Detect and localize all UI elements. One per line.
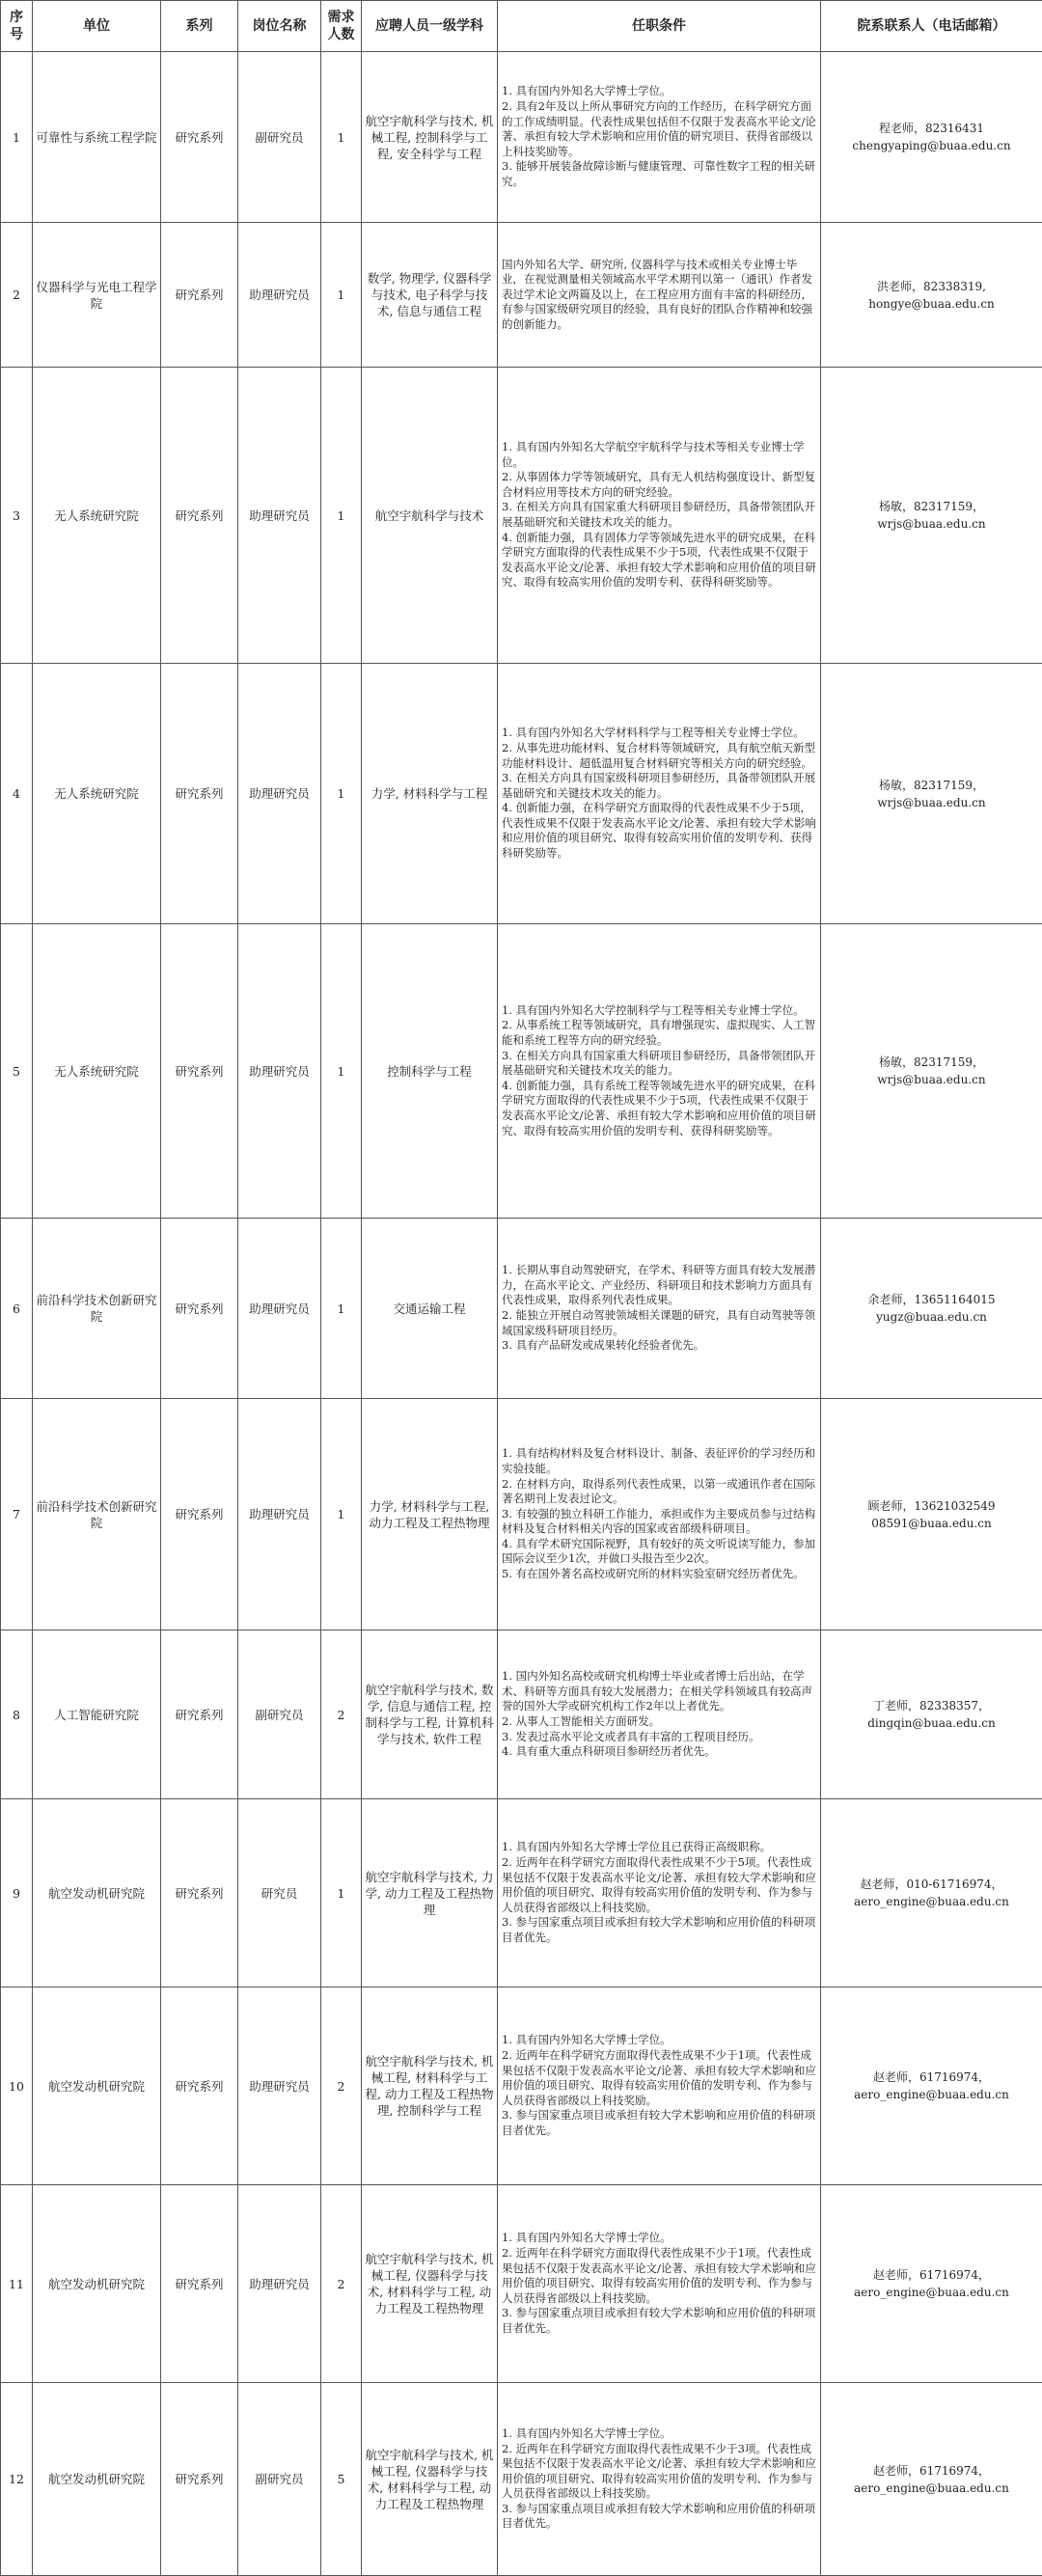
unit-cell: 航空发动机研究院 <box>33 1987 161 2185</box>
discipline-cell: 航空宇航科学与技术, 机械工程, 仪器科学与技术, 材料科学与工程, 动力工程及工程热物理 <box>362 2185 498 2383</box>
series-cell: 研究系列 <box>161 1799 238 1987</box>
contact-email: aero_engine@buaa.edu.cn <box>824 2086 1039 2103</box>
discipline-cell: 航空宇航科学与技术, 机械工程, 控制科学与工程, 安全科学与工程 <box>362 52 498 223</box>
series-cell: 研究系列 <box>161 2383 238 2576</box>
contact-cell <box>821 1987 1042 2185</box>
header-series: 系列 <box>161 1 238 52</box>
unit-cell: 仪器科学与光电工程学院 <box>33 223 161 368</box>
discipline-cell: 航空宇航科学与技术 <box>362 368 498 664</box>
series-cell: 研究系列 <box>161 368 238 664</box>
contact-cell <box>821 52 1042 223</box>
series-cell: 研究系列 <box>161 223 238 368</box>
discipline-cell: 航空宇航科学与技术, 数学, 信息与通信工程, 控制科学与工程, 计算机科学与技术, 软件工程 <box>362 1631 498 1799</box>
discipline-cell: 航空宇航科学与技术, 力学, 动力工程及工程热物理 <box>362 1799 498 1987</box>
unit-cell: 前沿科学技术创新研究院 <box>33 1399 161 1631</box>
contact-cell <box>821 1399 1042 1631</box>
contact-email: 08591@buaa.edu.cn <box>824 1515 1039 1532</box>
header-unit: 单位 <box>33 1 161 52</box>
count-cell: 2 <box>321 1631 362 1799</box>
contact-cell <box>821 664 1042 924</box>
unit-cell: 前沿科学技术创新研究院 <box>33 1219 161 1399</box>
requirements-cell: 1. 具有国内外知名大学博士学位。 2. 近两年在科学研究方面取得代表性成果不少于1项。代表性成果包括不仅限于发表高水平论文/论著、承担有较大学术影响和应用价值的项目研究、取得有较高实用价值的发明专利、作为参与人员获得省部级以上科技奖励。 3. 参与国家重点项目或承担有较大学术影响和应用价值的科研项目者优先。 <box>498 1987 821 2185</box>
contact-name: 杨敏，82317159， <box>824 498 1039 515</box>
count-cell: 1 <box>321 1399 362 1631</box>
contact-name: 洪老师，82338319, <box>824 278 1039 295</box>
contact-name: 丁老师，82338357， <box>824 1697 1039 1714</box>
position-cell: 助理研究员 <box>238 2185 321 2383</box>
discipline-cell: 力学, 材料科学与工程 <box>362 664 498 924</box>
position-cell: 助理研究员 <box>238 924 321 1219</box>
row-number: 2 <box>1 223 33 368</box>
contact-name: 顾老师，13621032549 <box>824 1497 1039 1515</box>
contact-email: yugz@buaa.edu.cn <box>824 1308 1039 1326</box>
series-cell: 研究系列 <box>161 1631 238 1799</box>
series-cell: 研究系列 <box>161 2185 238 2383</box>
unit-cell: 航空发动机研究院 <box>33 2383 161 2576</box>
header-contact: 院系联系人（电话邮箱） <box>821 1 1042 52</box>
discipline-cell: 航空宇航科学与技术, 机械工程, 材料科学与工程, 动力工程及工程热物理, 控制科学与工程 <box>362 1987 498 2185</box>
position-cell: 助理研究员 <box>238 223 321 368</box>
position-cell: 助理研究员 <box>238 664 321 924</box>
contact-cell <box>821 368 1042 664</box>
table-row <box>1 1399 1042 1631</box>
count-cell: 1 <box>321 664 362 924</box>
header-requirements: 任职条件 <box>498 1 821 52</box>
row-number: 8 <box>1 1631 33 1799</box>
unit-cell: 航空发动机研究院 <box>33 2185 161 2383</box>
series-cell: 研究系列 <box>161 1987 238 2185</box>
table-row <box>1 924 1042 1219</box>
contact-email: dingqin@buaa.edu.cn <box>824 1714 1039 1732</box>
table-row <box>1 664 1042 924</box>
row-number: 6 <box>1 1219 33 1399</box>
series-cell: 研究系列 <box>161 1399 238 1631</box>
count-cell: 1 <box>321 924 362 1219</box>
discipline-cell: 交通运输工程 <box>362 1219 498 1399</box>
contact-email: aero_engine@buaa.edu.cn <box>824 2284 1039 2301</box>
row-number: 10 <box>1 1987 33 2185</box>
requirements-cell: 1. 具有国内外知名大学博士学位且已获得正高级职称。 2. 近两年在科学研究方面取得代表性成果不少于5项。代表性成果包括不仅限于发表高水平论文/论著、承担有较大学术影响和应用价值的项目研究、取得有较高实用价值的发明专利、作为参与人员获得省部级以上科技奖励。 3. 参与国家重点项目或承担有较大学术影响和应用价值的科研项目者优先。 <box>498 1799 821 1987</box>
discipline-cell: 控制科学与工程 <box>362 924 498 1219</box>
count-cell: 1 <box>321 1219 362 1399</box>
contact-cell <box>821 1631 1042 1799</box>
table-row <box>1 368 1042 664</box>
table-row <box>1 2383 1042 2576</box>
contact-cell <box>821 2383 1042 2576</box>
row-number: 12 <box>1 2383 33 2576</box>
contact-email: aero_engine@buaa.edu.cn <box>824 1893 1039 1910</box>
requirements-cell: 1. 具有国内外知名大学博士学位。 2. 具有2年及以上所从事研究方向的工作经历，在科学研究方面的工作成绩明显。代表性成果包括但不仅限于发表高水平论文/论著、承担有较大学术影响和应用价值的研究项目、获得省部级以上科技奖励等。 3. 能够开展装备故障诊断与健康管理、可靠性数字工程的相关研究。 <box>498 52 821 223</box>
header-position: 岗位名称 <box>238 1 321 52</box>
contact-name: 赵老师，61716974， <box>824 2266 1039 2284</box>
table-row <box>1 1631 1042 1799</box>
requirements-cell: 1. 具有国内外知名大学博士学位。 2. 近两年在科学研究方面取得代表性成果不少于3项。代表性成果包括不仅限于发表高水平论文/论著、承担有较大学术影响和应用价值的项目研究、取得有较高实用价值的发明专利、作为参与人员获得省部级以上科技奖励。 3. 参与国家重点项目或承担有较大学术影响和应用价值的科研项目者优先。 <box>498 2383 821 2576</box>
row-number: 7 <box>1 1399 33 1631</box>
header-count: 需求人数 <box>321 1 362 52</box>
requirements-cell: 1. 长期从事自动驾驶研究，在学术、科研等方面具有较大发展潜力，在高水平论文、产业经历、科研项目和技术影响力方面具有代表性成果，取得系列代表性成果。 2. 能独立开展自动驾驶领域相关课题的研究，具有自动驾驶等领域国家级科研项目经历。 3. 具有产品研发或成果转化经验者优先。 <box>498 1219 821 1399</box>
requirements-cell: 国内外知名大学、研究所, 仪器科学与技术或相关专业博士毕业，在视觉测量相关领域高水平学术期刊以第一（通讯）作者发表过学术论文两篇及以上，在工程应用方面有丰富的科研经历，有参与国家级研究项目的经验，具有良好的团队合作精神和较强的创新能力。 <box>498 223 821 368</box>
contact-email: hongye@buaa.edu.cn <box>824 295 1039 313</box>
position-cell: 助理研究员 <box>238 1219 321 1399</box>
unit-cell: 无人系统研究院 <box>33 924 161 1219</box>
count-cell: 2 <box>321 1987 362 2185</box>
contact-email: aero_engine@buaa.edu.cn <box>824 2480 1039 2497</box>
table-row <box>1 1219 1042 1399</box>
contact-cell <box>821 1219 1042 1399</box>
contact-name: 赵老师，61716974， <box>824 2462 1039 2480</box>
table-row <box>1 1799 1042 1987</box>
unit-cell: 可靠性与系统工程学院 <box>33 52 161 223</box>
position-cell: 副研究员 <box>238 2383 321 2576</box>
unit-cell: 无人系统研究院 <box>33 664 161 924</box>
series-cell: 研究系列 <box>161 924 238 1219</box>
count-cell: 1 <box>321 368 362 664</box>
row-number: 4 <box>1 664 33 924</box>
header-discipline: 应聘人员一级学科 <box>362 1 498 52</box>
requirements-cell: 1. 具有结构材料及复合材料设计、制备、表征评价的学习经历和实验技能。 2. 在材料方向，取得系列代表性成果，以第一或通讯作者在国际著名期刊上发表过论文。 3. 有较强的独立科研工作能力，承担或作为主要成员参与过结构材料及复合材料相关内容的国家或省部级科研项目。 4. 具有学术研究国际视野，具有较好的英文听说读写能力，参加国际会议至少1次，并做口头报告至少2次。 5. 有在国外著名高校或研究所的材料实验室研究经历者优先。 <box>498 1399 821 1631</box>
row-number: 9 <box>1 1799 33 1987</box>
count-cell: 1 <box>321 223 362 368</box>
contact-name: 赵老师，61716974， <box>824 2069 1039 2086</box>
requirements-cell: 1. 具有国内外知名大学控制科学与工程等相关专业博士学位。 2. 从事系统工程等领域研究，具有增强现实、虚拟现实、人工智能和系统工程等方向的研究经验。 3. 在相关方向具有国家重大科研项目参研经历，具备带领团队开展基础研究和关键技术攻关的能力。 4. 创新能力强，具有系统工程等领域先进水平的研究成果，在科学研究方面取得的代表性成果不少于5项，代表性成果不仅限于发表高水平论文/论著、承担有较大学术影响和应用价值的项目研究、取得有较高实用价值的发明专利、获得科研奖励等。 <box>498 924 821 1219</box>
count-cell: 2 <box>321 2185 362 2383</box>
requirements-cell: 1. 具有国内外知名大学航空宇航科学与技术等相关专业博士学位。 2. 从事固体力学等领域研究，具有无人机结构强度设计、新型复合材料应用等技术方向的研究经验。 3. 在相关方向具有国家重大科研项目参研经历，具备带领团队开展基础研究和关键技术攻关的能力。 4. 创新能力强，具有固体力学等领域先进水平的研究成果，在科学研究方面取得的代表性成果不少于5项，代表性成果不仅限于发表高水平论文/论著、承担有较大学术影响和应用价值的项目研究、取得有较高实用价值的发明专利、获得科研奖励等。 <box>498 368 821 664</box>
row-number: 11 <box>1 2185 33 2383</box>
contact-cell <box>821 223 1042 368</box>
position-cell: 助理研究员 <box>238 1987 321 2185</box>
contact-email: wrjs@buaa.edu.cn <box>824 515 1039 533</box>
table-row <box>1 52 1042 223</box>
unit-cell: 无人系统研究院 <box>33 368 161 664</box>
contact-name: 杨敏，82317159， <box>824 777 1039 794</box>
position-cell: 副研究员 <box>238 52 321 223</box>
table-row <box>1 223 1042 368</box>
contact-email: chengyaping@buaa.edu.cn <box>824 137 1039 154</box>
position-cell: 研究员 <box>238 1799 321 1987</box>
row-number: 1 <box>1 52 33 223</box>
contact-name: 杨敏，82317159， <box>824 1054 1039 1071</box>
unit-cell: 人工智能研究院 <box>33 1631 161 1799</box>
discipline-cell: 航空宇航科学与技术, 机械工程, 仪器科学与技术, 材料科学与工程, 动力工程及工程热物理 <box>362 2383 498 2576</box>
count-cell: 1 <box>321 52 362 223</box>
position-cell: 副研究员 <box>238 1631 321 1799</box>
requirements-cell: 1. 国内外知名高校或研究机构博士毕业或者博士后出站，在学术、科研等方面具有较大发展潜力；在相关学科领域具有较高声誉的国外大学或研究机构工作2年以上者优先。 2. 从事人工智能相关方面研发。 3. 发表过高水平论文或者具有丰富的工程项目经历。 4. 具有重大重点科研项目参研经历者优先。 <box>498 1631 821 1799</box>
contact-email: wrjs@buaa.edu.cn <box>824 1071 1039 1088</box>
contact-name: 余老师，13651164015 <box>824 1291 1039 1308</box>
position-cell: 助理研究员 <box>238 1399 321 1631</box>
contact-cell <box>821 924 1042 1219</box>
count-cell: 5 <box>321 2383 362 2576</box>
count-cell: 1 <box>321 1799 362 1987</box>
header-no: 序号 <box>1 1 33 52</box>
requirements-cell: 1. 具有国内外知名大学博士学位。 2. 近两年在科学研究方面取得代表性成果不少于1项。代表性成果包括不仅限于发表高水平论文/论著、承担有较大学术影响和应用价值的项目研究、取得有较高实用价值的发明专利、作为参与人员获得省部级以上科技奖励。 3. 参与国家重点项目或承担有较大学术影响和应用价值的科研项目者优先。 <box>498 2185 821 2383</box>
contact-email: wrjs@buaa.edu.cn <box>824 794 1039 811</box>
discipline-cell: 力学, 材料科学与工程, 动力工程及工程热物理 <box>362 1399 498 1631</box>
discipline-cell: 数学, 物理学, 仪器科学与技术, 电子科学与技术, 信息与通信工程 <box>362 223 498 368</box>
contact-cell <box>821 2185 1042 2383</box>
contact-name: 赵老师，010-61716974， <box>824 1876 1039 1893</box>
table-row <box>1 2185 1042 2383</box>
series-cell: 研究系列 <box>161 664 238 924</box>
row-number: 3 <box>1 368 33 664</box>
series-cell: 研究系列 <box>161 1219 238 1399</box>
table-row <box>1 1987 1042 2185</box>
table-body <box>1 52 1042 2576</box>
requirements-cell: 1. 具有国内外知名大学材料科学与工程等相关专业博士学位。 2. 从事先进功能材料、复合材料等领域研究，具有航空航天新型功能材料设计、超低温用复合材料研究等相关方向的研究经验。 3. 在相关方向具有国家级科研项目参研经历，具备带领团队开展基础研究和关键技术攻关的能力。 4. 创新能力强，在科学研究方面取得的代表性成果不少于5项，代表性成果不仅限于发表高水平论文/论著、承担有较大学术影响和应用价值的项目研究、取得有较高实用价值的发明专利、获得科研奖励等。 <box>498 664 821 924</box>
series-cell: 研究系列 <box>161 52 238 223</box>
contact-name: 程老师，82316431 <box>824 120 1039 137</box>
unit-cell: 航空发动机研究院 <box>33 1799 161 1987</box>
contact-cell <box>821 1799 1042 1987</box>
position-cell: 助理研究员 <box>238 368 321 664</box>
row-number: 5 <box>1 924 33 1219</box>
header-row <box>1 1 1042 52</box>
